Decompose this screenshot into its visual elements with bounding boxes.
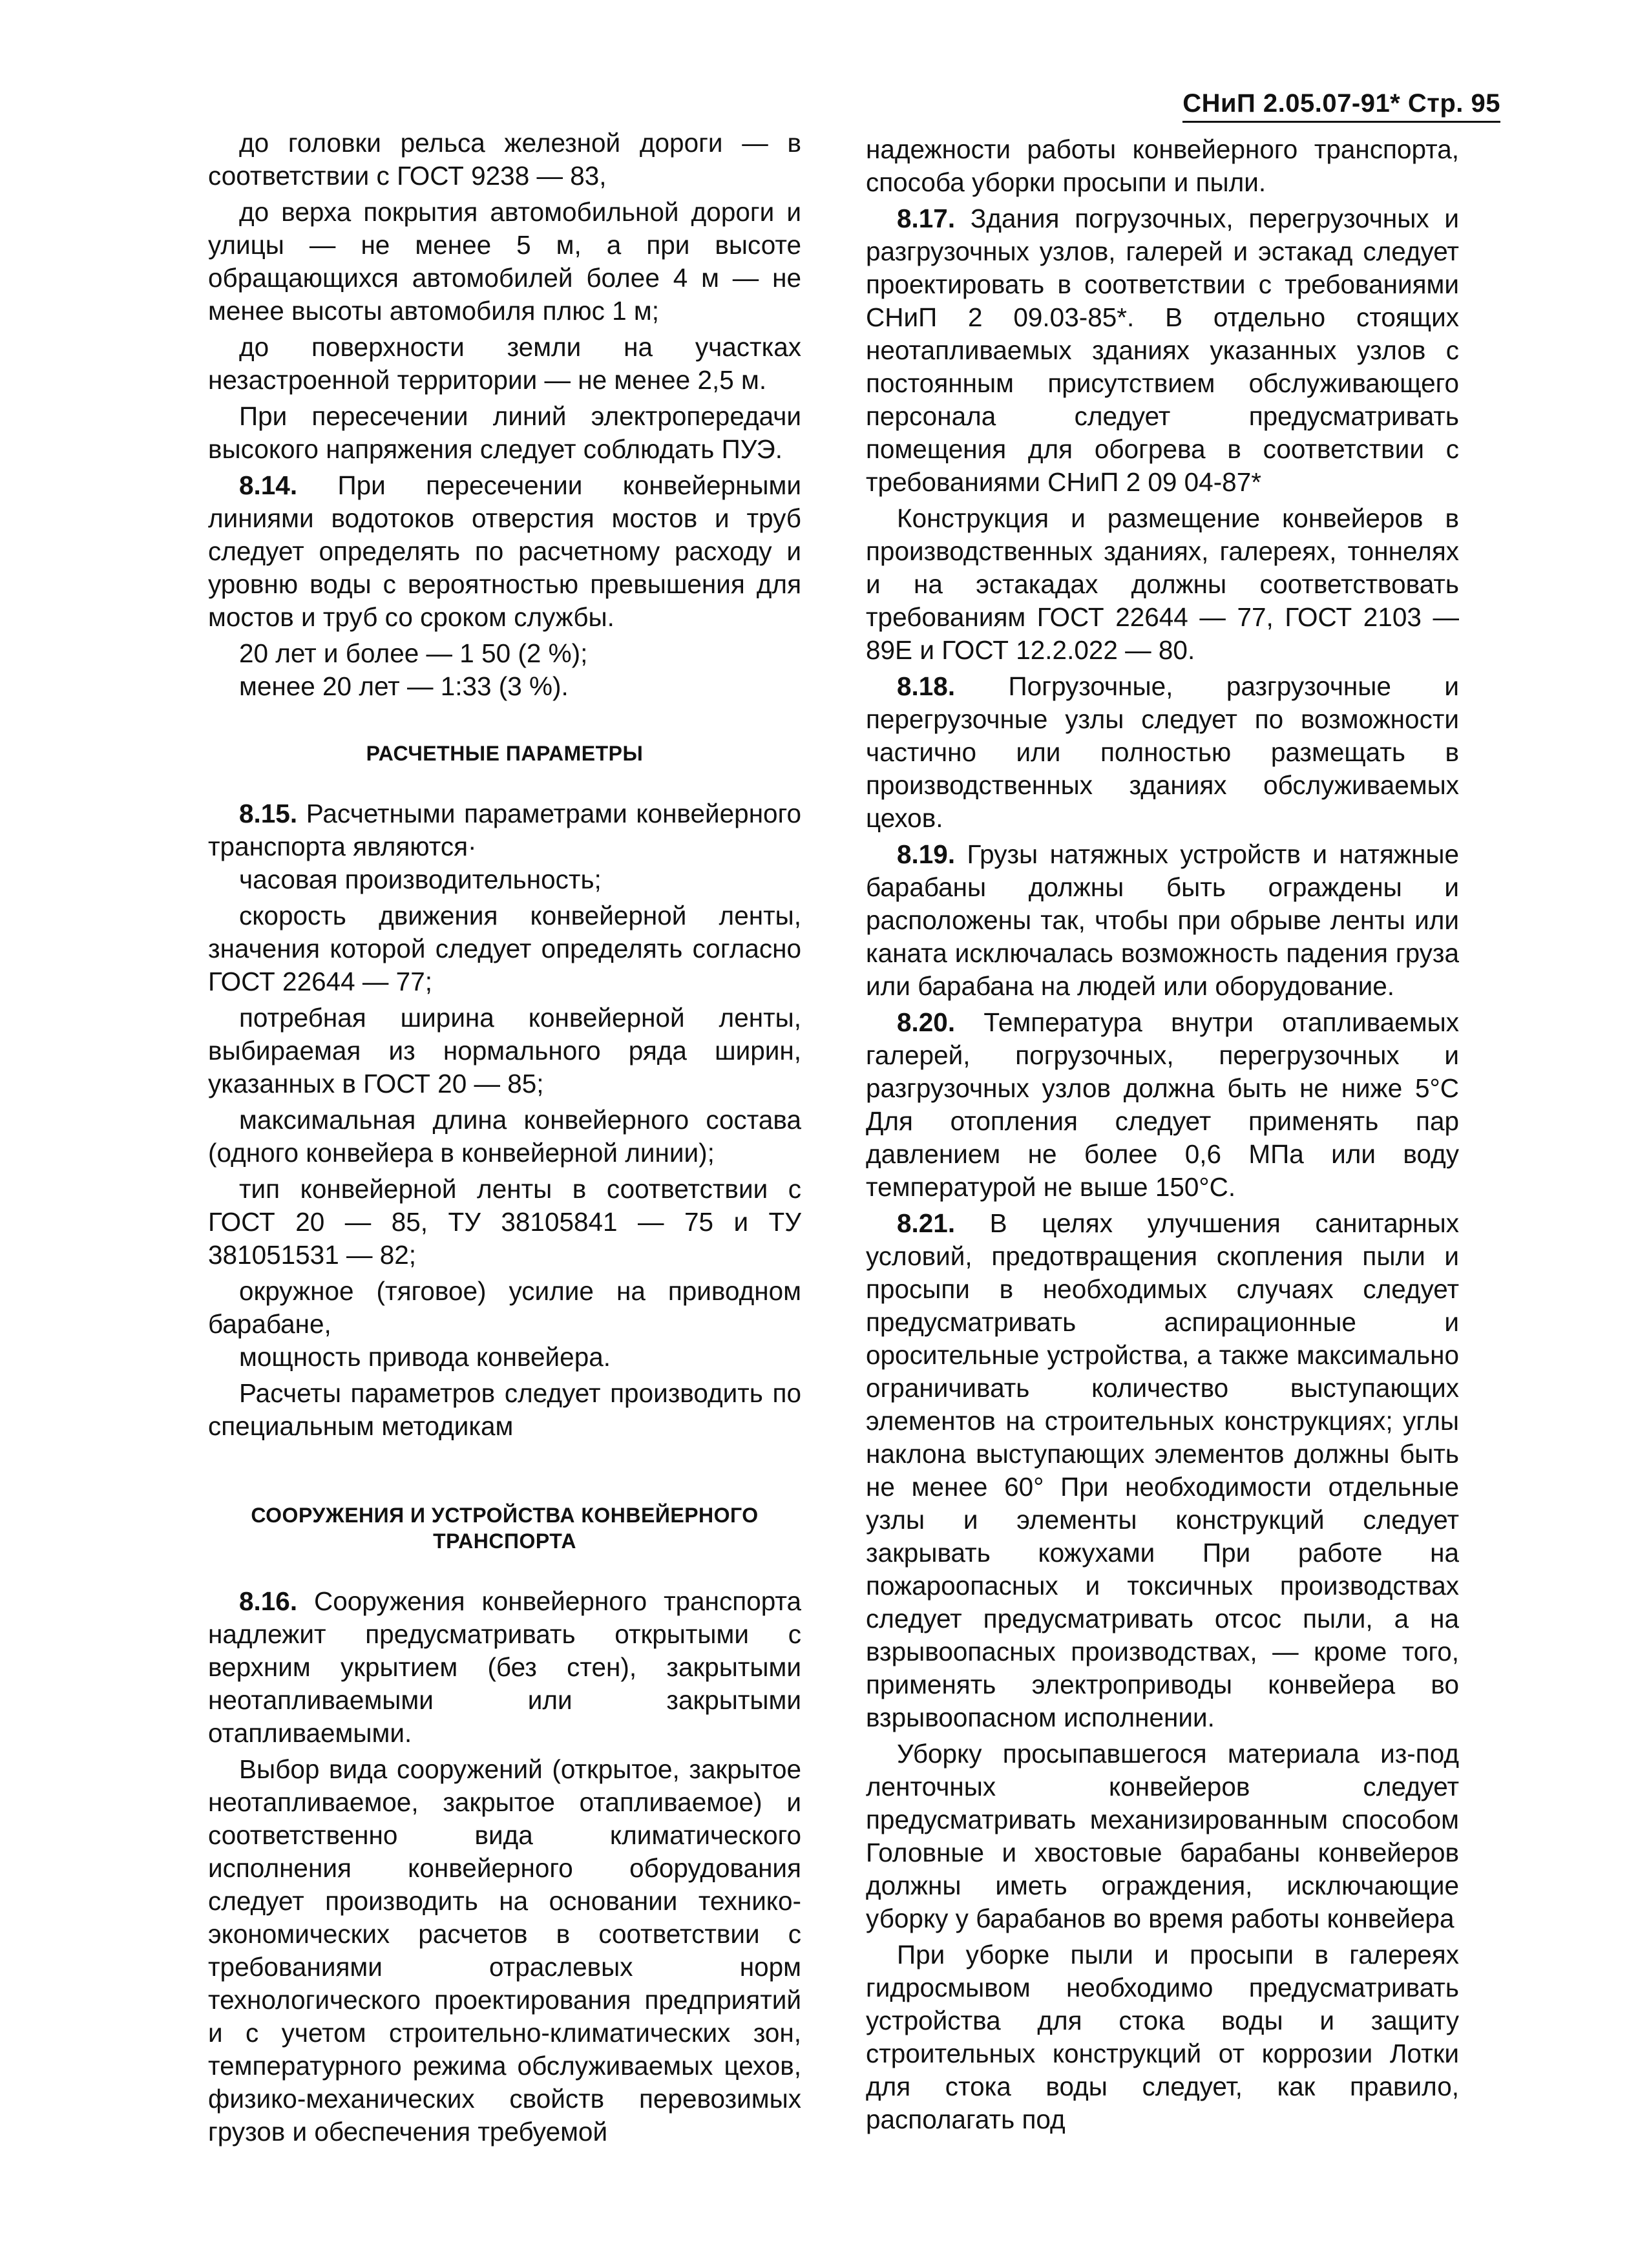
clause-text: В целях улучшения санитарных условий, предотвращения скопления пыли и просыпи в необходимых случаях следует предусматривать аспирационные и оросительные устройства, а также максимально ограничивать количество выступающих элементов на строительных конструкциях; углы наклона выступающих элементов должны быть не менее 60° При необходимости отдельные узлы и элементы конструкций следует закрывать кожухами При работе на пожароопасных и токсичных производствах следует предусматривать отсос пыли, а на взрывоопасных производствах, — кроме того, применять электроприводы конвейера во взрывоопасном исполнении. (866, 1208, 1459, 1732)
list-item: тип конвейерной ленты в соответствии с ГОСТ 20 — 85, ТУ 38105841 — 75 и ТУ 381051531 — 82; (208, 1174, 801, 1270)
clause-8-19 (866, 838, 1459, 1003)
clause-8-17 (866, 202, 1459, 499)
clause-8-18 (866, 670, 1459, 835)
clause-8-20 (866, 1006, 1459, 1204)
paragraph: до поверхности земли на участках незастроенной территории — не менее 2,5 м. (208, 332, 801, 395)
paragraph: менее 20 лет — 1:33 (3 %). (239, 671, 569, 701)
clause-text: При пересечении конвейерными линиями водотоков отверстия мостов и труб следует определять по расчетному расходу и уровню воды с вероятностью превышения для мостов и труб со сроком службы. (208, 470, 801, 632)
list-item: мощность привода конвейера. (239, 1342, 611, 1372)
right-column (866, 133, 1459, 2136)
list-item: окружное (тяговое) усилие на приводном барабане, (208, 1276, 801, 1339)
clause-number: 8.21. (897, 1208, 956, 1238)
clause-text: Сооружения конвейерного транспорта надлежит предусматривать открытыми с верхним укрытием (без стен), закрытыми неотапливаемыми или закрытыми отапливаемыми. (208, 1586, 801, 1748)
clause-text: Погрузочные, разгрузочные и перегрузочные узлы следует по возможности частично или полностью размещать в производственных зданиях обслуживаемых цехов. (866, 671, 1459, 833)
clause-text: Расчетными параметрами конвейерного транспорта являются· (208, 799, 801, 861)
paragraph: Уборку просыпавшегося материала из-под ленточных конвейеров следует предусматривать механизированным способом Головные и хвостовые барабаны конвейеров должны иметь ограждения, исключающие уборку у барабанов во время работы конвейера (866, 1739, 1459, 1933)
clause-text: Температура внутри отапливаемых галерей, погрузочных, перегрузочных и разгрузочных узлов должна быть не ниже 5°С Для отопления следует применять пар давлением не более 0,6 МПа или воду температурой не выше 150°С. (866, 1007, 1459, 1202)
list-item: потребная ширина конвейерной ленты, выбираемая из нормального ряда ширин, указанных в ГОСТ 20 — 85; (208, 1003, 801, 1098)
clause-number: 8.14. (239, 470, 298, 500)
clause-number: 8.16. (239, 1586, 298, 1616)
clause-number: 8.18. (897, 671, 956, 701)
paragraph: При уборке пыли и просыпи в галереях гидросмывом необходимо предусматривать устройства для стока воды и защиту строительных конструкций от коррозии Лотки для стока воды следует, как правило, располагать под (866, 1940, 1459, 2134)
section-heading: РАСЧЕТНЫЕ ПАРАМЕТРЫ (366, 742, 644, 765)
clause-number: 8.20. (897, 1007, 956, 1037)
list-item: часовая производительность; (239, 865, 602, 894)
clause-number: 8.15. (239, 799, 298, 828)
section-heading: СООРУЖЕНИЯ И УСТРОЙСТВА КОНВЕЙЕРНОГО ТРАНСПОРТА (251, 1504, 759, 1553)
paragraph: надежности работы конвейерного транспорта, способа уборки просыпи и пыли. (866, 134, 1459, 197)
clause-8-14 (208, 469, 801, 634)
paragraph: Расчеты параметров следует производить по специальным методикам (208, 1378, 801, 1441)
paragraph: Конструкция и размещение конвейеров в производственных зданиях, галереях, тоннелях и на эстакадах должны соответствовать требованиям ГОСТ 22644 — 77, ГОСТ 2103 — 89Е и ГОСТ 12.2.022 — 80. (866, 503, 1459, 665)
paragraph: до верха покрытия автомобильной дороги и улицы — не менее 5 м, а при высоте обращающихся автомобилей более 4 м — не менее высоты автомобиля плюс 1 м; (208, 197, 801, 326)
clause-text: Здания погрузочных, перегрузочных и разгрузочных узлов, галерей и эстакад следует проектировать в соответствии с требованиями СНиП 2 09.03-85*. В отдельно стоящих неотапливаемых зданиях указанных узлов с постоянным присутствием обслуживающего персонала следует предусматривать помещения для обогрева в соответствии с требованиями СНиП 2 09 04-87* (866, 204, 1459, 497)
clause-number: 8.17. (897, 204, 956, 233)
paragraph: до головки рельса железной дороги — в соответствии с ГОСТ 9238 — 83, (208, 128, 801, 191)
clause-text: Грузы натяжных устройств и натяжные барабаны должны быть ограждены и расположены так, чтобы при обрыве ленты или каната исключалась возможность падения груза или барабана на людей или оборудование. (866, 839, 1459, 1001)
clause-8-21 (866, 1207, 1459, 1734)
clause-8-16 (208, 1585, 801, 1750)
list-item: скорость движения конвейерной ленты, значения которой следует определять согласно ГОСТ 22644 — 77; (208, 901, 801, 996)
page-header: СНиП 2.05.07-91* Стр. 95 (1182, 89, 1500, 123)
paragraph: Выбор вида сооружений (открытое, закрытое неотапливаемое, закрытое отапливаемое) и соответственно вида климатического исполнения конвейерного оборудования следует производить на основании технико-экономических расчетов в соответствии с требованиями отраслевых норм технологического проектирования предприятий и с учетом строительно-климатических зон, температурного режима обслуживаемых цехов, физико-механических свойств перевозимых грузов и обеспечения требуемой (208, 1754, 801, 2147)
clause-number: 8.19. (897, 839, 956, 869)
paragraph: При пересечении линий электропередачи высокого напряжения следует соблюдать ПУЭ. (208, 401, 801, 464)
list-item: максимальная длина конвейерного состава (одного конвейера в конвейерной линии); (208, 1105, 801, 1168)
clause-8-15 (208, 797, 801, 863)
left-column (208, 127, 801, 2148)
paragraph: 20 лет и более — 1 50 (2 %); (239, 638, 588, 668)
